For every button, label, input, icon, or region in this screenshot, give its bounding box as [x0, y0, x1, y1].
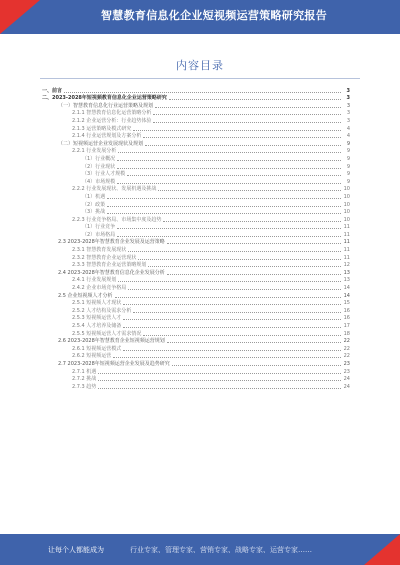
toc-entry[interactable] [42, 230, 350, 238]
toc-entry-label: （3）行业人才规模 [82, 171, 126, 178]
toc-dot-leader [128, 289, 341, 290]
toc-entry-label: 2.3.2 智慧教育企业运营现状 [72, 254, 137, 261]
toc-dot-leader [98, 388, 341, 389]
toc-entry[interactable] [42, 359, 350, 367]
toc-entry[interactable] [42, 314, 350, 322]
toc-dot-leader [117, 160, 341, 161]
toc-entry-label: （4）市场规模 [82, 178, 116, 185]
toc-entry[interactable] [42, 321, 350, 329]
toc-entry-page: 9 [346, 178, 350, 185]
toc-entry-label: 2.4.1 行业发展规划 [72, 277, 117, 284]
toc-entry-page: 10 [343, 193, 350, 200]
toc-entry[interactable] [42, 192, 350, 200]
toc-dot-leader [98, 380, 341, 381]
toc-entry-label: 2.7.3 趋势 [72, 383, 97, 390]
toc-dot-leader [167, 342, 341, 343]
toc-entry-label: 2.3.1 智慧教育发展现状 [72, 247, 127, 254]
toc-entry[interactable] [42, 162, 350, 170]
toc-entry[interactable] [42, 208, 350, 216]
toc-entry[interactable] [42, 283, 350, 291]
toc-entry[interactable] [42, 124, 350, 132]
toc-entry-label: 2.3 2023-2028年智慧教育企业发展及运营策略 [58, 239, 165, 246]
toc-entry-label: 2.5.5 短视频运营人才需求情况 [72, 330, 142, 337]
toc-entry-page: 22 [343, 353, 350, 360]
toc-dot-leader [117, 236, 341, 237]
toc-dot-leader [155, 107, 341, 108]
toc-entry-label: 2.3.3 智慧教育企业运营策略规划 [72, 262, 147, 269]
toc-entry[interactable] [42, 170, 350, 178]
toc-dot-leader [133, 312, 341, 313]
toc-entry-page: 3 [346, 95, 350, 102]
toc-entry[interactable] [42, 94, 350, 102]
toc-entry-page: 13 [343, 269, 350, 276]
toc-entry-page: 11 [343, 254, 350, 261]
toc-entry-page: 10 [343, 209, 350, 216]
toc-entry-page: 10 [343, 216, 350, 223]
footer-accent-stripe [364, 534, 400, 565]
toc-entry[interactable] [42, 139, 350, 147]
toc-dot-leader [133, 130, 341, 131]
toc-entry[interactable] [42, 116, 350, 124]
toc-entry-page: 4 [346, 133, 350, 140]
toc-entry-page: 15 [343, 300, 350, 307]
toc-entry-page: 3 [346, 87, 350, 94]
toc-entry-page: 23 [343, 368, 350, 375]
toc-entry-label: 2.4.2 企业市场竞争格局 [72, 285, 127, 292]
toc-entry-label: （1）机遇 [82, 193, 106, 200]
toc-entry-page: 24 [343, 383, 350, 390]
toc-entry-label: 2.1.2 企业运营分析：行业趋势体验 [72, 117, 152, 124]
toc-entry-label: 2.5.3 短视频运营人才 [72, 315, 122, 322]
toc-entry-label: （二）短视频运营企业发展现状及规划 [58, 140, 144, 147]
toc-entry-label: 2.2.1 行业发展分析 [72, 148, 117, 155]
toc-entry[interactable] [42, 337, 350, 345]
toc-entry[interactable] [42, 382, 350, 390]
toc-entry[interactable] [42, 86, 350, 94]
toc-dot-leader [172, 365, 341, 366]
toc-entry[interactable] [42, 154, 350, 162]
toc-entry-page: 3 [346, 110, 350, 117]
toc-entry[interactable] [42, 367, 350, 375]
toc-dot-leader [138, 259, 341, 260]
toc-dot-leader [123, 350, 341, 351]
toc-entry-page: 9 [346, 163, 350, 170]
toc-entry-page: 22 [343, 338, 350, 345]
toc-dot-leader [118, 281, 341, 282]
toc-dot-leader [117, 183, 341, 184]
toc-entry-label: （一）智慧教育信息化行业运营策略及规划 [58, 102, 154, 109]
toc-entry-page: 10 [343, 201, 350, 208]
toc-entry-page: 11 [343, 239, 350, 246]
footer-tagline: 行业专家、管理专家、营销专家、战略专家、运营专家…… [130, 546, 312, 554]
toc-entry-label: （3）挑战 [82, 209, 106, 216]
toc-entry-page: 11 [343, 247, 350, 254]
toc-dot-leader [167, 243, 341, 244]
toc-dot-leader [153, 122, 341, 123]
toc-entry-page: 14 [343, 285, 350, 292]
toc-entry-label: 2.7.1 机遇 [72, 368, 97, 375]
toc-entry-page: 12 [343, 262, 350, 269]
toc-entry[interactable] [42, 147, 350, 155]
toc-entry-label: 2.1.1 智慧教育信息化运营策略分析 [72, 110, 152, 117]
toc-dot-leader [167, 274, 341, 275]
toc-entry-label: 2.5.4 人才培养及储备 [72, 323, 122, 329]
toc-dot-leader [163, 221, 341, 222]
toc-entry-page: 13 [343, 277, 350, 284]
toc-entry-page: 3 [346, 102, 350, 109]
toc-entry[interactable] [42, 276, 350, 284]
toc-entry[interactable] [42, 306, 350, 314]
toc-entry-label: 2.1.4 行业运营规划及方案分析 [72, 133, 142, 140]
toc-entry-page: 11 [343, 231, 350, 238]
toc-entry-page: 16 [343, 307, 350, 314]
toc-entry[interactable] [42, 268, 350, 276]
toc-entry-label: 2.6.1 短视频运营模式 [72, 345, 122, 352]
toc-entry-page: 18 [343, 330, 350, 337]
toc-entry[interactable] [42, 132, 350, 140]
toc-entry[interactable] [42, 375, 350, 383]
toc-entry-page: 14 [343, 292, 350, 299]
toc-entry[interactable] [42, 245, 350, 253]
toc-dot-leader [115, 297, 341, 298]
toc-entry-page: 9 [346, 171, 350, 178]
toc-entry[interactable] [42, 344, 350, 352]
toc-entry-page: 9 [346, 148, 350, 155]
toc-entry-page: 16 [343, 315, 350, 322]
toc-dot-leader [143, 137, 341, 138]
toc-dot-leader [64, 92, 341, 93]
toc-dot-leader [158, 190, 341, 191]
toc-entry[interactable] [42, 177, 350, 185]
toc-entry-page: 11 [343, 224, 350, 231]
toc-entry[interactable] [42, 101, 350, 109]
toc-dot-leader [153, 114, 341, 115]
toc-entry-page: 22 [343, 345, 350, 352]
toc-entry[interactable] [42, 352, 350, 360]
toc-entry-page: 10 [343, 186, 350, 193]
toc-entry[interactable] [42, 238, 350, 246]
page-header [0, 0, 400, 34]
toc-entry-label: 2.1.3 运营策略及模式研究 [72, 125, 132, 132]
toc-entry-label: （2）市场格局 [82, 231, 116, 238]
toc-dot-leader [107, 213, 341, 214]
page-footer [0, 534, 400, 565]
toc-entry[interactable] [42, 223, 350, 231]
toc-entry-label: 2.5.2 人才结构及需求分析 [72, 307, 132, 314]
toc-heading-divider [40, 78, 360, 79]
toc-dot-leader [107, 206, 341, 207]
toc-entry[interactable] [42, 185, 350, 193]
toc-entry-page: 9 [346, 155, 350, 162]
toc-dot-leader [117, 168, 341, 169]
footer-slogan: 让每个人都能成为 [48, 546, 104, 554]
toc-entry-label: （1）行业竞争 [82, 224, 116, 231]
toc-dot-leader [127, 175, 341, 176]
toc-dot-leader [123, 319, 341, 320]
toc-entry-label: 2.4 2023-2028年智慧教育信息化企业发展分析 [58, 269, 165, 276]
toc-dot-leader [148, 266, 341, 267]
toc-dot-leader [145, 145, 341, 146]
toc-entry[interactable] [42, 291, 350, 299]
toc-entry[interactable] [42, 329, 350, 337]
toc-entry-label: 2.5 企业短视频人才分析 [58, 292, 113, 299]
toc-entry-page: 17 [343, 323, 350, 329]
toc-dot-leader [98, 373, 341, 374]
toc-dot-leader [128, 251, 341, 252]
toc-dot-leader [118, 152, 341, 153]
toc-dot-leader [107, 198, 341, 199]
toc-dot-leader [123, 327, 341, 328]
toc-entry-label: 2.2.2 行业发展现状、发展机遇及挑战 [72, 186, 157, 193]
toc-entry-label: 2.7 2023-2028年短视频运营企业发展及趋势研究 [58, 360, 170, 367]
toc-dot-leader [113, 357, 341, 358]
toc-entry-page: 3 [346, 117, 350, 124]
toc-entry[interactable] [42, 200, 350, 208]
report-title: 智慧教育信息化企业短视频运营策略研究报告 [101, 9, 327, 22]
toc-entry-label: 2.7.2 挑战 [72, 376, 97, 383]
toc-entry-label: 2.6 2023-2028年智慧教育企业短视频运营规划 [58, 338, 165, 345]
toc-entry[interactable] [42, 299, 350, 307]
toc-entry-label: （1）行业概况 [82, 155, 116, 162]
toc-entry-page: 23 [343, 360, 350, 367]
toc-entry-label: （2）政策 [82, 201, 106, 208]
toc-entry-label: 二、2023-2028年短视频教育信息化企业运营策略研究 [42, 95, 167, 102]
toc-entry-page: 4 [346, 125, 350, 132]
toc-entry-label: 2.6.2 短视频运营 [72, 353, 112, 360]
toc-entry[interactable] [42, 109, 350, 117]
toc-dot-leader [143, 335, 341, 336]
toc-entry-page: 24 [343, 376, 350, 383]
toc-entry[interactable] [42, 215, 350, 223]
table-of-contents [42, 86, 350, 390]
toc-entry-label: 2.5.1 短视频人才现状 [72, 300, 122, 307]
toc-entry[interactable] [42, 253, 350, 261]
toc-entry-label: 2.2.3 行业竞争格局、市场集中度及趋势 [72, 216, 162, 223]
toc-dot-leader [169, 99, 341, 100]
toc-entry-label: （2）行业现状 [82, 163, 116, 170]
toc-heading: 内容目录 [176, 59, 224, 72]
toc-dot-leader [123, 304, 341, 305]
toc-entry[interactable] [42, 261, 350, 269]
toc-dot-leader [117, 228, 341, 229]
toc-entry-label: 一、前言 [42, 87, 63, 94]
toc-entry-page: 9 [346, 140, 350, 147]
